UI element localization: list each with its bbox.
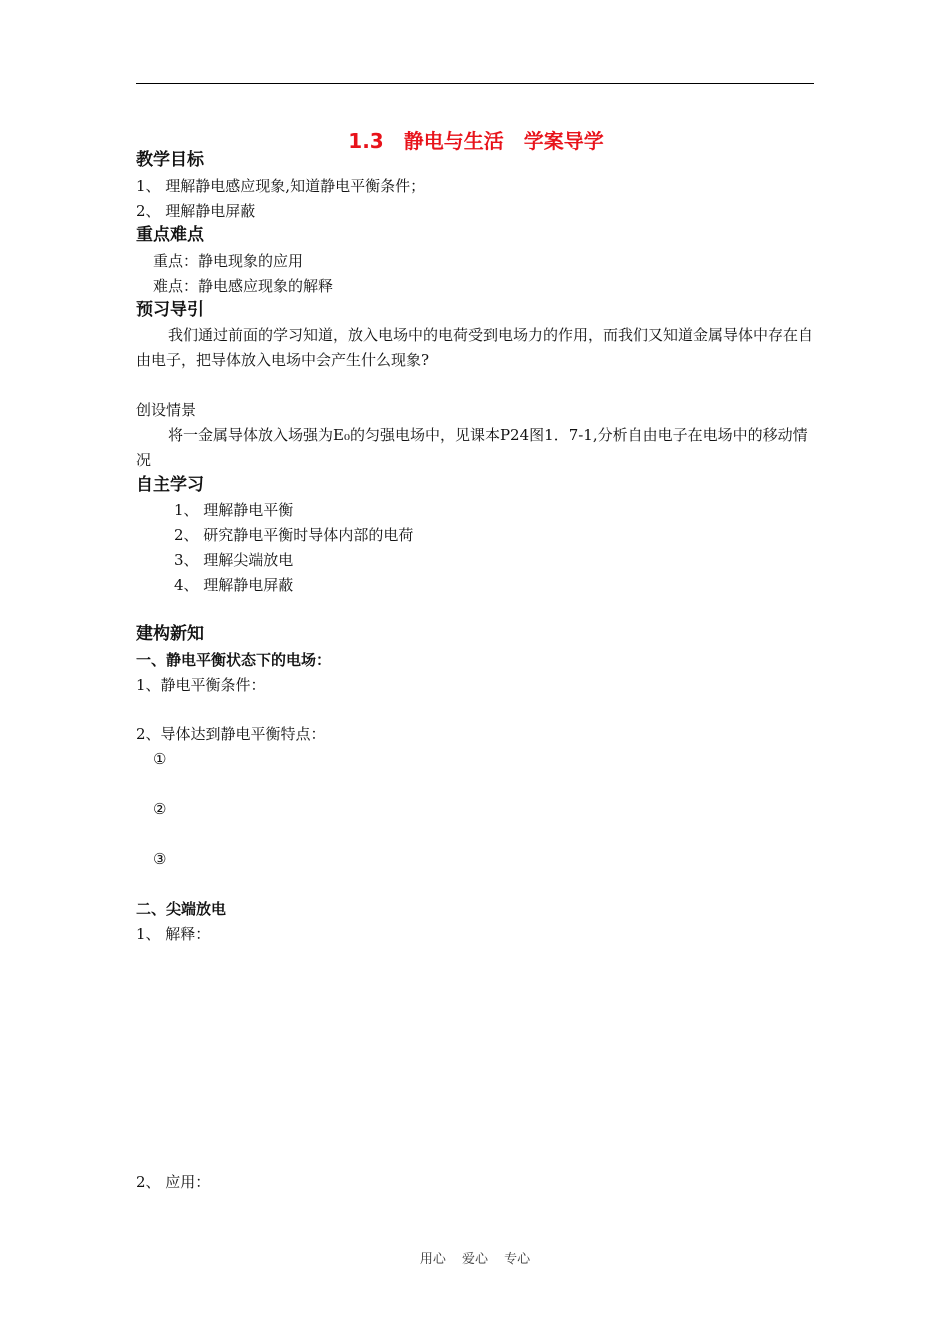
part1-title: 一、静电平衡状态下的电场：: [136, 651, 332, 669]
footer-word-3: 专心: [504, 1252, 531, 1267]
self-study-item-3: 3、 理解尖端放电: [174, 551, 294, 569]
self-study-item-1: 1、 理解静电平衡: [174, 501, 294, 519]
self-study-item-2: 2、 研究静电平衡时导体内部的电荷: [174, 526, 414, 544]
construct-heading: 建构新知: [136, 624, 204, 644]
objective-item-1: 1、 理解静电感应现象,知道静电平衡条件；: [136, 177, 426, 195]
difficult-point-text: 难点：静电感应现象的解释: [153, 277, 334, 295]
objectives-heading: 教学目标: [136, 150, 204, 170]
self-study-heading: 自主学习: [136, 475, 204, 495]
marker-3: ③: [153, 850, 167, 868]
part2-question-2: 2、 应用：: [136, 1173, 211, 1191]
preview-paragraph: 我们通过前面的学习知道，放入电场中的电荷受到电场力的作用，而我们又知道金属导体中存在自由电子，把导体放入电场中会产生什么现象?: [136, 326, 814, 369]
part2-title: 二、尖端放电: [136, 900, 227, 918]
key-points-heading: 重点难点: [136, 225, 204, 245]
preview-heading: 预习导引: [136, 300, 204, 320]
scenario-paragraph: 将一金属导体放入场强为E₀的匀强电场中，见课本P24图1．7-1,分析自由电子在电场中的移动情况: [136, 426, 808, 469]
key-point-text: 重点：静电现象的应用: [153, 252, 304, 270]
header-rule: [136, 83, 814, 84]
marker-2: ②: [153, 800, 167, 818]
part1-question-2: 2、导体达到静电平衡特点：: [136, 725, 326, 743]
self-study-item-4: 4、 理解静电屏蔽: [174, 576, 294, 594]
page-footer: [0, 1248, 950, 1267]
part1-question-1: 1、静电平衡条件：: [136, 676, 266, 694]
marker-1: ①: [153, 750, 167, 768]
scenario-label: 创设情景: [136, 401, 197, 419]
footer-word-1: 用心: [419, 1252, 446, 1267]
objective-item-2: 2、 理解静电屏蔽: [136, 202, 256, 220]
part2-question-1: 1、 解释：: [136, 925, 211, 943]
footer-word-2: 爱心: [461, 1252, 488, 1267]
document-title: 1.3 静电与生活 学案导学: [348, 129, 604, 153]
